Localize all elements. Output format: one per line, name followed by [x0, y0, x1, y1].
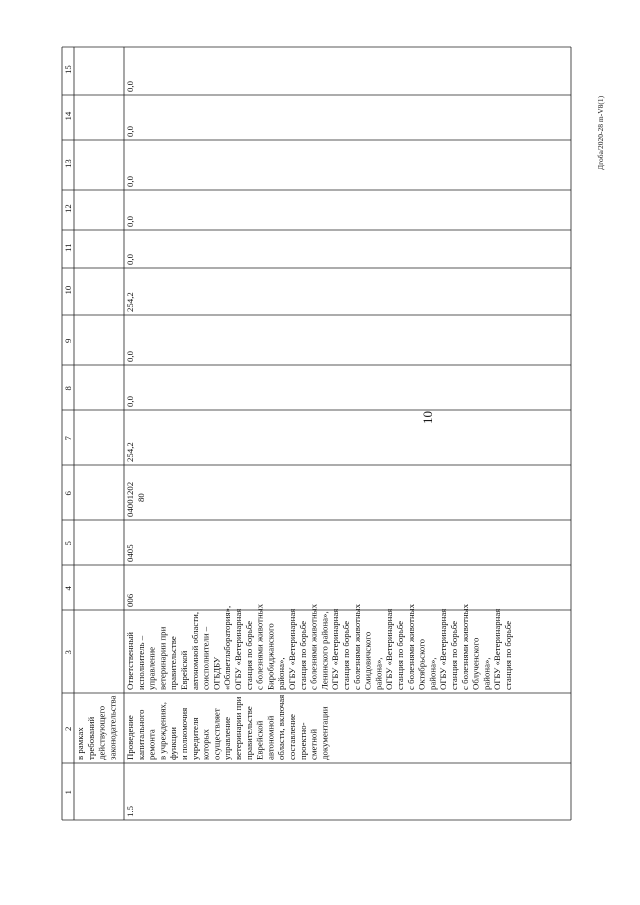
executor-text-line: ОГБУ «Ветеринарная	[287, 608, 297, 690]
executor-text-line: управление	[146, 646, 157, 690]
activity-text-line: функции	[168, 727, 179, 760]
value-col10: 254,2	[125, 292, 135, 312]
executor-text-line: ОГБУ «Ветеринарная	[330, 608, 341, 690]
activity-text-line: ветеринарии при	[233, 696, 243, 760]
activity-text-line: проектно-	[297, 722, 308, 760]
document-code: Дгоба/2020-28 m-V8(1)	[596, 95, 605, 170]
executor-text-line: станция по борьбе	[243, 621, 254, 690]
activity-text-line: Проведение	[125, 715, 135, 760]
header-number-8: 8	[63, 386, 73, 391]
executor-text-line: с болезнями животных	[308, 604, 319, 690]
executor-text-line: с болезнями животных	[459, 604, 470, 690]
row-number: 1.5	[125, 806, 135, 817]
value-total: 254,2	[125, 442, 135, 462]
value-col9: 0,0	[125, 351, 135, 362]
value-col15: 0,0	[125, 81, 135, 92]
target-article-line: 04001202	[125, 481, 135, 517]
executor-text-line: ОГБУ «Ветеринарная	[492, 608, 503, 690]
executor-text-line: Еврейской	[179, 650, 189, 690]
value-col12: 0,0	[125, 216, 135, 227]
executor-text-line: станция по борьбе	[503, 621, 513, 690]
activity-text-line: управление	[222, 716, 233, 760]
executor-text-line: с болезнями животных	[405, 604, 416, 690]
executor-text-line: соисполнители –	[200, 626, 211, 690]
executor-text-line: с болезнями животных	[254, 604, 265, 690]
executor-text-line: района»,	[276, 657, 287, 690]
continuation-text-line: в рамках	[75, 727, 85, 760]
activity-text-line: в учреждениях,	[157, 702, 168, 760]
activity-text-line: документации	[319, 706, 330, 760]
executor-text-line: Октябрьского	[416, 638, 427, 690]
header-number-14: 14	[63, 111, 73, 121]
header-number-11: 11	[63, 243, 73, 252]
header-number-5: 5	[63, 541, 73, 546]
executor-text-line: с болезнями животных	[351, 604, 362, 690]
header-number-3: 3	[63, 650, 73, 655]
activity-text-line: правительстве	[243, 706, 254, 760]
target-article-line: 80	[136, 493, 146, 502]
executor-text-line: станция по борьбе	[341, 621, 351, 690]
activity-text-line: сметной	[308, 728, 319, 760]
executor-text-line: станция по борьбе	[449, 621, 459, 690]
header-number-2: 2	[63, 726, 73, 731]
activity-text-line: ремонта	[146, 729, 157, 760]
header-number-1: 1	[63, 790, 73, 795]
header-number-13: 13	[63, 159, 73, 168]
executor-text-line: Облученского	[470, 637, 481, 690]
executor-text-line: ОГБУ «Ветеринарная	[233, 608, 243, 690]
header-number-10: 10	[63, 285, 73, 295]
executor-text-line: Биробиджанского	[265, 623, 276, 690]
header-number-12: 12	[63, 204, 73, 213]
executor-text-line: Ответственный	[125, 632, 135, 690]
executor-text-line: ОГБДБУ	[211, 656, 222, 690]
header-number-6: 6	[63, 491, 73, 496]
executor-text-line: района»,	[373, 657, 384, 690]
value-col13: 0,0	[125, 176, 135, 187]
activity-text-line: Еврейской	[254, 720, 265, 760]
executor-text-line: исполнитель –	[135, 635, 146, 690]
value-col11: 0,0	[125, 254, 135, 265]
executor-text-line: Ленинского района»,	[319, 611, 330, 690]
executor-text-line: ветеринарии при	[157, 626, 168, 690]
header-number-7: 7	[63, 436, 73, 441]
value-col8: 0,0	[125, 396, 135, 407]
executor-text-line: Смидовичского	[362, 631, 373, 690]
activity-text-line: области, включая	[276, 694, 287, 760]
activity-text-line: учредителя	[189, 717, 200, 760]
continuation-text-line: действующего	[96, 705, 107, 760]
activity-text-line: капитального	[135, 709, 146, 760]
header-number-4: 4	[63, 586, 73, 591]
executor-text-line: станция по борьбе	[297, 621, 308, 690]
executor-text-line: района»,	[427, 657, 438, 690]
header-number-9: 9	[63, 338, 73, 343]
executor-text-line: автономной области,	[189, 611, 200, 690]
executor-text-line: ОГБУ «Ветеринарная	[384, 608, 395, 690]
page-number: 10	[420, 411, 435, 424]
continuation-text-line: законодательства	[107, 695, 118, 760]
header-number-15: 15	[63, 65, 73, 74]
executor-text-line: района»,	[481, 657, 492, 690]
continuation-text-line: требований	[85, 716, 96, 760]
value-col14: 0,0	[125, 126, 135, 137]
activity-text-line: автономной	[265, 715, 276, 760]
grbs-code: 006	[125, 593, 135, 607]
executor-text-line: ОГБУ «Ветеринарная	[438, 608, 449, 690]
activity-text-line: осуществляет	[211, 708, 222, 760]
activity-text-line: и полномочия	[179, 707, 189, 760]
activity-text-line: составление	[287, 714, 297, 760]
section-code: 0405	[125, 544, 135, 562]
executor-text-line: правительстве	[168, 636, 179, 690]
activity-text-line: которых	[200, 729, 211, 760]
executor-text-line: «Облветлаборатория»,	[222, 605, 233, 690]
executor-text-line: станция по борьбе	[395, 621, 405, 690]
